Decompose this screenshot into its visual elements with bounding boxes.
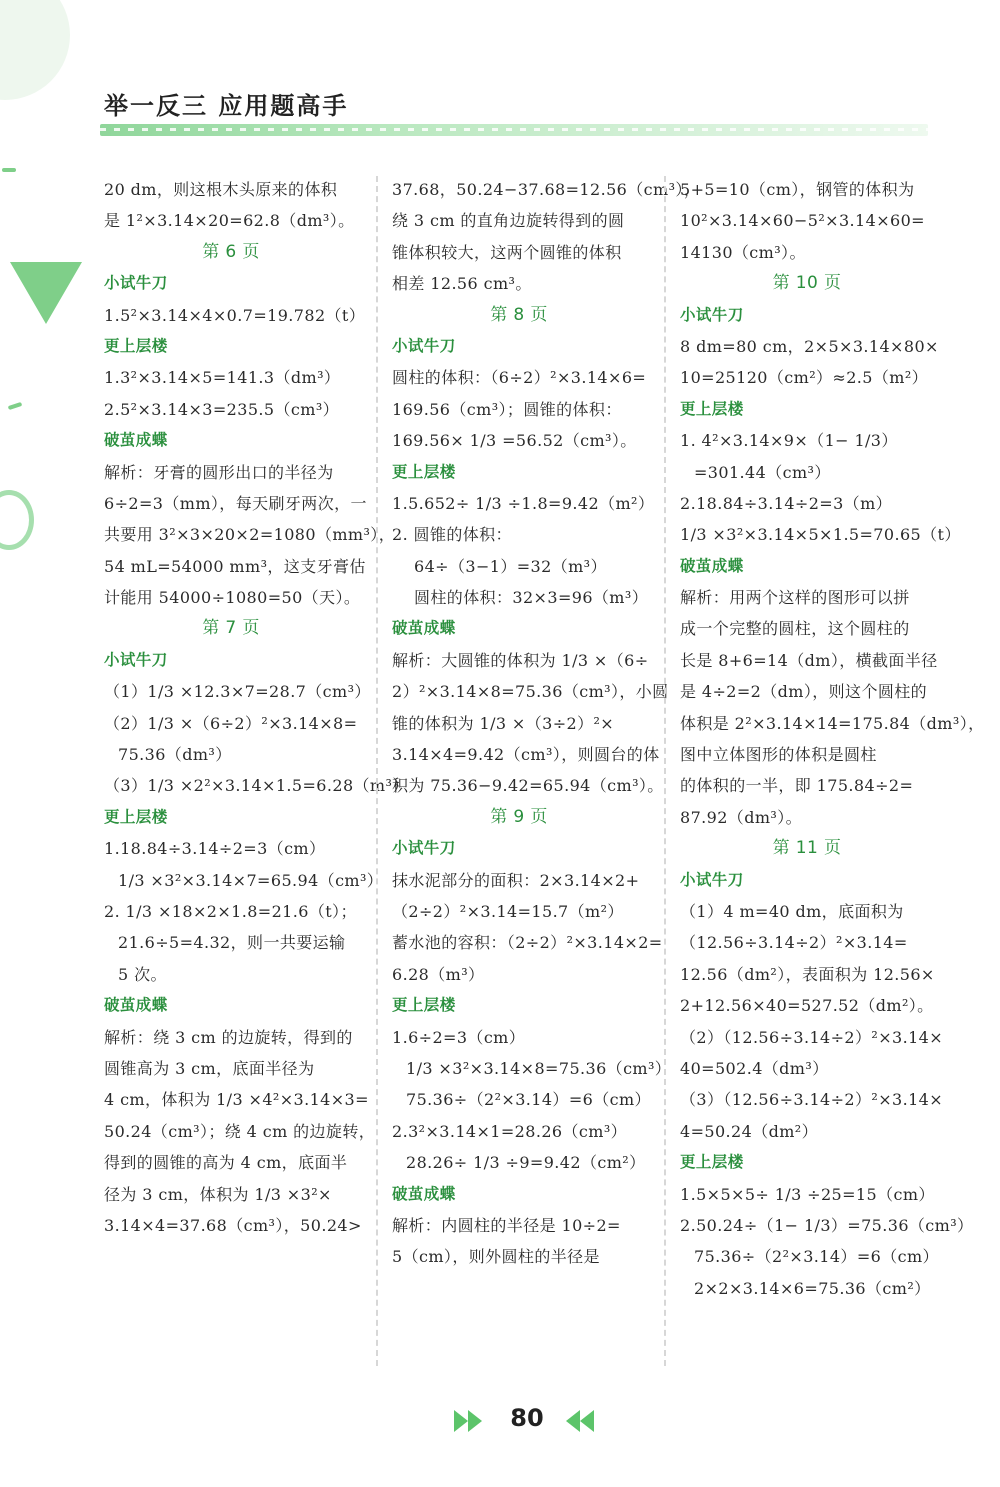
section-heading: 更上层楼 [392, 462, 456, 481]
section-heading: 破茧成蝶 [392, 619, 456, 638]
answer-line: 10=25120（cm²）≈2.5（m²） [680, 368, 929, 388]
answer-line: 5 次。 [118, 964, 167, 984]
answer-line: 抹水泥部分的面积：2×3.14×2+ [392, 870, 640, 890]
answer-line: 1.5×5×5÷ 1/3 ÷25=15（cm） [680, 1184, 935, 1204]
header-band [100, 124, 928, 136]
page-heading: 第 9 页 [490, 806, 548, 827]
section-heading: 更上层楼 [104, 807, 168, 826]
page-heading: 第 6 页 [202, 241, 260, 262]
answer-line: 解析：牙膏的圆形出口的半径为 [104, 462, 334, 482]
answer-line: 的体积的一半，即 175.84÷2= [680, 776, 914, 796]
answer-line: 75.36÷（2²×3.14）=6（cm） [694, 1247, 939, 1267]
arc-decoration [0, 490, 34, 550]
answer-column-2 [392, 174, 701, 1273]
column-divider [376, 176, 378, 1366]
answer-line: 是 1²×3.14×20=62.8（dm³）。 [104, 211, 355, 231]
answer-line: 3.14×4=9.42（cm³），则圆台的体 [392, 745, 660, 765]
answer-line: 1.5²×3.14×4×0.7=19.782（t） [104, 305, 366, 325]
answer-line: （2）1/3 ×（6÷2）²×3.14×8= [104, 713, 358, 733]
answer-line: 圆柱的体积：32×3=96（m³） [414, 588, 649, 608]
section-heading: 破茧成蝶 [104, 996, 168, 1015]
answer-line: 计能用 54000÷1080=50（天）。 [104, 588, 361, 608]
answer-line: 2×2×3.14×6=75.36（cm²） [694, 1278, 931, 1298]
answer-line: 解析：绕 3 cm 的边旋转，得到的 [104, 1027, 353, 1047]
page-heading: 第 11 页 [772, 838, 842, 859]
answer-line: 12.56（dm²），表面积为 12.56× [680, 964, 935, 984]
answer-line: 1.3²×3.14×5=141.3（dm³） [104, 368, 341, 388]
answer-line: 2. 1/3 ×18×2×1.8=21.6（t）； [104, 901, 357, 921]
answer-line: （1）1/3 ×12.3×7=28.7（cm³） [104, 682, 371, 702]
answer-line: 10²×3.14×60−5²×3.14×60= [680, 211, 925, 231]
answer-line: 得到的圆锥的高为 4 cm，底面半 [104, 1153, 348, 1173]
section-heading: 破茧成蝶 [104, 431, 168, 450]
answer-line: 相差 12.56 cm³。 [392, 274, 532, 294]
answer-line: 37.68，50.24−37.68=12.56（cm³）， [392, 180, 701, 199]
answer-line: 54 mL=54000 mm³，这支牙膏估 [104, 556, 366, 576]
answer-line: 图中立体图形的体积是圆柱 [680, 745, 877, 765]
answer-line: 3.14×4=37.68（cm³），50.24> [104, 1215, 362, 1235]
answer-line: 解析：大圆锥的体积为 1/3 ×（6÷ [392, 650, 649, 670]
answer-line: 共要用 3²×3×20×2=1080（mm³）， [104, 525, 396, 545]
answer-line: 2.5²×3.14×3=235.5（cm³） [104, 399, 340, 419]
section-heading: 更上层楼 [680, 399, 744, 418]
answer-line: （2÷2）²×3.14=15.7（m²） [392, 901, 624, 921]
answer-line: 8 dm=80 cm，2×5×3.14×80× [680, 336, 939, 356]
answer-line: 5（cm），则外圆柱的半径是 [392, 1247, 600, 1267]
answer-line: 2+12.56×40=527.52（dm²）。 [680, 996, 934, 1016]
answer-column-1 [104, 174, 409, 1241]
section-heading: 小试牛刀 [680, 870, 744, 889]
answer-line: 2.3²×3.14×1=28.26（cm³） [392, 1121, 628, 1141]
answer-line: 75.36（dm³） [118, 745, 232, 765]
answer-line: 5+5=10（cm），钢管的体积为 [680, 180, 915, 199]
answer-line: 169.56× 1/3 =56.52（cm³）。 [392, 431, 637, 451]
answer-column-3 [680, 174, 985, 1304]
margin-mark-decoration [8, 402, 23, 410]
answer-line: 14130（cm³）。 [680, 242, 806, 262]
triangle-decoration-icon [10, 262, 82, 324]
answer-line: 是 4÷2=2（dm），则这个圆柱的 [680, 682, 928, 702]
answer-line: 1.18.84÷3.14÷2=3（cm） [104, 839, 326, 859]
answer-line: 4 cm，体积为 1/3 ×4²×3.14×3= [104, 1090, 369, 1110]
answer-line: （3）1/3 ×2²×3.14×1.5=6.28（m³） [104, 776, 409, 796]
section-heading: 小试牛刀 [680, 305, 744, 324]
answer-line: 6÷2=3（mm），每天刷牙两次，一 [104, 493, 367, 513]
section-heading: 小试牛刀 [392, 839, 456, 858]
answer-line: 1/3 ×3²×3.14×7=65.94（cm³） [118, 870, 384, 890]
answer-line: 圆锥高为 3 cm，底面半径为 [104, 1058, 315, 1078]
answer-line: 1/3 ×3²×3.14×5×1.5=70.65（t） [680, 525, 961, 545]
margin-mark-decoration [2, 168, 16, 172]
answer-line: 20 dm，则这根木头原来的体积 [104, 180, 338, 199]
page-heading: 第 10 页 [772, 273, 842, 294]
section-heading: 小试牛刀 [392, 336, 456, 355]
answer-line: 解析：用两个这样的图形可以拼 [680, 588, 910, 608]
page-number: 80 [510, 1404, 544, 1432]
answer-line: （3）（12.56÷3.14÷2）²×3.14× [680, 1090, 944, 1110]
section-heading: 小试牛刀 [104, 274, 168, 293]
double-arrow-right-icon [452, 1408, 488, 1434]
answer-line: 75.36÷（2²×3.14）=6（cm） [406, 1090, 651, 1110]
answer-line: 21.6÷5=4.32，则一共要运输 [118, 933, 346, 953]
column-divider [664, 176, 666, 1366]
answer-line: 169.56（cm³）；圆锥的体积： [392, 399, 622, 419]
page-heading: 第 8 页 [490, 304, 548, 325]
answer-line: 2）²×3.14×8=75.36（cm³），小圆 [392, 682, 669, 702]
answer-line: 2. 圆锥的体积： [392, 525, 512, 545]
answer-line: 40=502.4（dm³） [680, 1058, 829, 1078]
answer-line: =301.44（cm³） [694, 462, 831, 482]
answer-line: 长是 8+6=14（dm），横截面半径 [680, 650, 938, 670]
answer-line: 1. 4²×3.14×9×（1− 1/3） [680, 431, 898, 451]
answer-line: 积为 75.36−9.42=65.94（cm³）。 [392, 776, 664, 796]
section-heading: 更上层楼 [104, 336, 168, 355]
answer-line: （12.56÷3.14÷2）²×3.14= [680, 933, 908, 953]
answer-line: 28.26÷ 1/3 ÷9=9.42（cm²） [406, 1153, 646, 1173]
answer-line: 绕 3 cm 的直角边旋转得到的圆 [392, 211, 625, 231]
answer-line: 1/3 ×3²×3.14×8=75.36（cm³） [406, 1058, 672, 1078]
answer-line: 64÷（3−1）=32（m³） [414, 556, 607, 576]
answer-line: 6.28（m³） [392, 964, 485, 984]
answer-line: 锥体积较大，这两个圆锥的体积 [392, 242, 622, 262]
answer-line: 蓄水池的容积：（2÷2）²×3.14×2= [392, 933, 663, 953]
book-title: 举一反三 应用题高手 [104, 92, 349, 120]
answer-line: 解析：内圆柱的半径是 10÷2= [392, 1215, 621, 1235]
page-heading: 第 7 页 [202, 618, 260, 639]
answer-line: 4=50.24（dm²） [680, 1121, 819, 1141]
answer-line: 成一个完整的圆柱，这个圆柱的 [680, 619, 910, 639]
answer-line: 体积是 2²×3.14×14=175.84（dm³）， [680, 713, 985, 733]
answer-line: 50.24（cm³）；绕 4 cm 的边旋转， [104, 1121, 376, 1141]
section-heading: 更上层楼 [392, 996, 456, 1015]
answer-line: 1.6÷2=3（cm） [392, 1027, 526, 1047]
answer-line: （2）（12.56÷3.14÷2）²×3.14× [680, 1027, 944, 1047]
answer-line: 径为 3 cm，体积为 1/3 ×3²× [104, 1184, 332, 1204]
section-heading: 破茧成蝶 [680, 556, 744, 575]
answer-line: 锥的体积为 1/3 ×（3÷2）²× [392, 713, 615, 733]
section-heading: 破茧成蝶 [392, 1184, 456, 1203]
answer-line: （1）4 m=40 dm，底面积为 [680, 901, 904, 921]
double-arrow-left-icon [560, 1408, 596, 1434]
corner-decoration [0, 0, 70, 100]
answer-line: 2.18.84÷3.14÷2=3（m） [680, 493, 893, 513]
answer-line: 1.5.652÷ 1/3 ÷1.8=9.42（m²） [392, 493, 655, 513]
answer-line: 圆柱的体积：（6÷2）²×3.14×6= [392, 368, 647, 388]
section-heading: 更上层楼 [680, 1153, 744, 1172]
section-heading: 小试牛刀 [104, 650, 168, 669]
page-footer [0, 1400, 1000, 1444]
answer-line: 87.92（dm³）。 [680, 807, 803, 827]
answer-line: 2.50.24÷（1− 1/3）=75.36（cm³） [680, 1215, 974, 1235]
